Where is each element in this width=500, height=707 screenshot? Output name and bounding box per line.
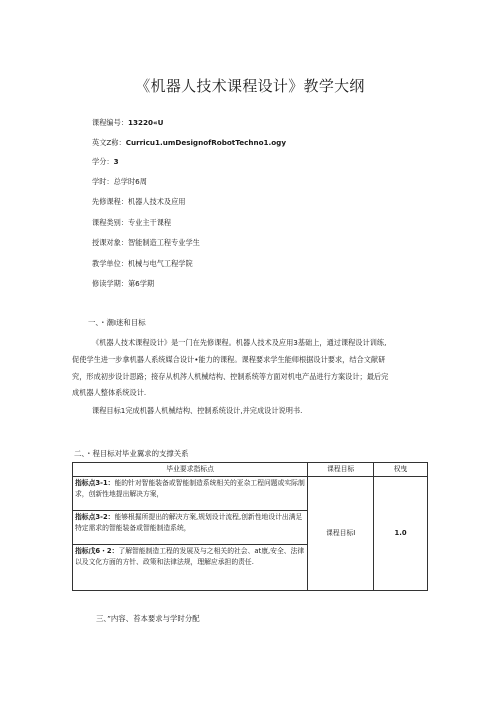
course-goal-text: 课程目标1完成机器人机械结构、控制系统设计,并完成设计说明书.: [92, 406, 303, 415]
table-header-cell: 权曳: [374, 463, 428, 477]
indicator-cell: [73, 477, 308, 511]
info-label: 学时：: [92, 177, 114, 186]
info-english-name: [92, 138, 286, 148]
weight-cell: 1.0: [374, 477, 428, 591]
info-department: [92, 259, 193, 269]
info-prerequisite: [92, 197, 185, 207]
paragraph-line: 《机器人技术课程设计》是一门在先修课程。机器人技术及应用3基础上，通过课程设计训练,: [92, 338, 387, 347]
info-value: 总学时6周: [113, 177, 147, 186]
table-header-cell: 毕业要求指标点: [73, 463, 308, 477]
indicator-label: 指标点3-1：: [75, 479, 115, 487]
info-label: 先修课程：: [92, 197, 128, 206]
support-relation-table: [72, 462, 428, 591]
indicator-cell: [73, 511, 308, 545]
info-value: 机器人技术及应用: [127, 197, 186, 206]
info-label: 课程编号：: [92, 118, 128, 127]
section-1-heading: 一、・潮I迷和目标: [88, 318, 146, 327]
info-label: 授课对象：: [92, 238, 128, 247]
info-course-code: [92, 118, 163, 128]
indicator-text: 能够根掘所提出的解决方案,规划设计流程,创新性地设计出满足特定需求的智能装备或智能制造系统，: [75, 513, 303, 532]
info-value: Curricu1.umDesignofRobotTechno1.ogy: [125, 138, 287, 147]
info-label: 修读学期：: [92, 279, 128, 288]
indicator-text: 了解智能制造工程的发展及与之相关的社会、at康,安全、法律以及文化方面的方针、政策和法律法规，理解应承担的责任.: [75, 547, 305, 566]
info-label: 学分：: [92, 157, 114, 166]
indicator-cell: [73, 545, 308, 591]
info-credits: [92, 157, 119, 167]
table-row: [73, 477, 428, 511]
info-label: 教学单位：: [92, 259, 128, 268]
table-header-row: [73, 463, 428, 477]
info-value: 智能制造工程专业学生: [127, 238, 200, 247]
info-value: 第6学期: [127, 279, 155, 288]
indicator-label: 指标戊6・2：: [75, 547, 119, 555]
info-label: 英文Z称：: [92, 138, 126, 147]
paragraph-line: 促使学生进一步拿机器人系统媒合设计•能力的课程。课程要求学生能师根据设计要求，结合文献研: [72, 355, 386, 364]
table-header-cell: 课程目标: [308, 463, 374, 477]
info-value: 13220«U: [127, 118, 164, 127]
info-value: 专业主干课程: [127, 218, 172, 227]
indicator-text: 能的针对智能装备或智能制造系统相关的亚杂工程问题或实际制求，创新性地提出解决方案，: [75, 479, 305, 498]
info-hours: [92, 177, 147, 187]
info-audience: [92, 238, 200, 248]
info-semester: [92, 279, 154, 289]
info-label: 课程类别：: [92, 218, 128, 227]
info-category: [92, 218, 171, 228]
section-2-heading: 二、・程目标对毕业翼求的支撑关系: [74, 449, 189, 458]
paragraph-line: 究，形成初步设计思路；接存从机涔人机械结构、控制系统等方面对机电产品进行方案设计；最后完: [72, 372, 389, 381]
section-3-heading: 三、”内容、苔本要求与学时分配: [96, 614, 200, 623]
document-title: 《机器人技术课程设计》教学大纲: [135, 77, 365, 95]
info-value: 机械与电气工程学院: [127, 259, 193, 268]
indicator-label: 指标点3-2：: [75, 513, 115, 521]
info-value: 3: [113, 157, 119, 166]
paragraph-line: 成机器人整体系统设计.: [72, 388, 147, 397]
course-goal-cell: 课程目标I: [308, 477, 374, 591]
